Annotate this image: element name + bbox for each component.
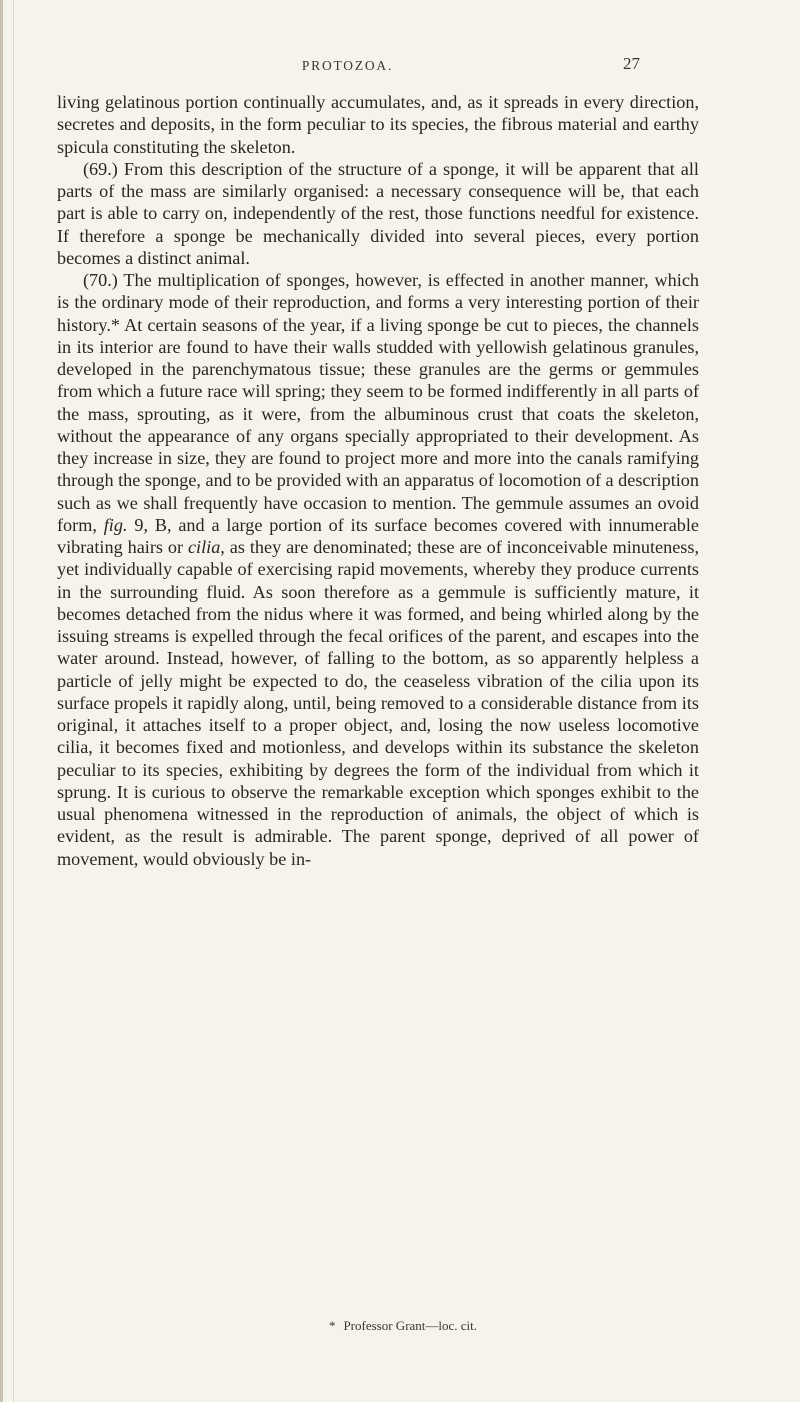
footnote-marker: * bbox=[328, 1318, 336, 1333]
cilia-term: cilia bbox=[187, 537, 221, 557]
footnote-text: Professor Grant—loc. cit. bbox=[343, 1318, 478, 1333]
paragraph-70-text-b: 9, B, and a large portion of its surface becomes covered with innumerable vibrating hairs or bbox=[57, 514, 699, 557]
footnote bbox=[3, 1318, 800, 1334]
paragraph-continuation: living gelatinous portion continually accumulates, and, as it spreads in every direction, secretes and deposits, in the form peculiar to its species, the fibrous material and earthy spicula constituting the skeleton. bbox=[57, 92, 699, 157]
paragraph-70-text-c: , as they are denominated; these are of inconceivable minuteness, yet individually capable of exercising rapid movements, whereby they produce currents in the surrounding fluid. As soon therefore as a gemmule is sufficiently mature, it becomes detached from the nidus where it was formed, and being whirled along by the issuing streams is expelled through the fecal orifices of the parent, and escapes into the water around. Instead, however, of falling to the bottom, as so apparently helpless a particle of jelly might be expected to do, the ceaseless vibration of the cilia upon its surface propels it rapidly along, until, being removed to a considerable distance from its original, it attaches itself to a proper object, and, losing the now useless locomotive cilia, it becomes fixed and motionless, and develops within its substance the skeleton peculiar to its species, exhibiting by degrees the form of the individual from which it sprung. It is curious to observe the remarkable exception which sponges exhibit to the usual phenomena witnessed in the reproduction of animals, the object of which is evident, as the result is admirable. The parent sponge, deprived of all power of movement, would obviously be in- bbox=[57, 537, 699, 869]
page-edge-line bbox=[13, 0, 14, 1402]
paragraph-70-text-a: (70.) The multiplication of sponges, however, is effected in another manner, which is the ordinary mode of their reproduction, and forms a very interesting portion of their history.* At certain seasons of the year, if a living sponge be cut to pieces, the channels in its interior are found to have their walls studded with yellowish gelatinous granules, developed in the parenchymatous tissue; these granules are the germs or gemmules from which a future race will spring; they seem to be formed indifferently in all parts of the mass, sprouting, as it were, from the albuminous crust that coats the skeleton, without the appearance of any organs specially appropriated to their development. As they increase in size, they are found to project more and more into the canals ramifying through the sponge, and to be provided with an apparatus of locomotion of a description such as we shall frequently have occasion to mention. The gemmule assumes an ovoid form, bbox=[57, 270, 699, 535]
page-number: 27 bbox=[623, 54, 640, 73]
paragraph-69: (69.) From this description of the structure of a sponge, it will be apparent that all parts of the mass are similarly organised: a necessary consequence will be, that each part is able to carry on, independently of the rest, those functions needful for existence. If therefore a sponge be mechanically divided into several pieces, every portion becomes a distinct animal. bbox=[57, 158, 699, 268]
running-head: PROTOZOA. bbox=[301, 58, 394, 73]
body-text bbox=[57, 91, 699, 870]
fig-reference: fig. bbox=[103, 514, 128, 535]
paragraph-70 bbox=[57, 269, 699, 870]
